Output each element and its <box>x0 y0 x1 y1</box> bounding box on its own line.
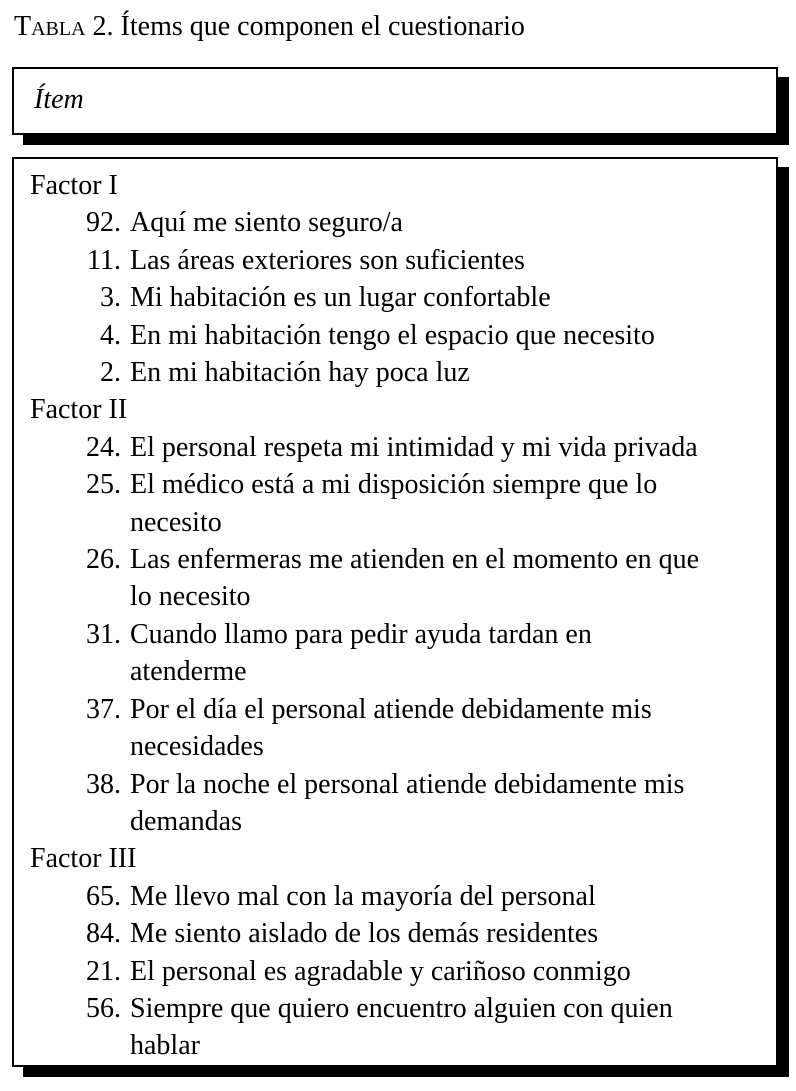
item-number: 26. <box>86 544 121 576</box>
item-line: Aquí me siento seguro/a <box>130 207 403 239</box>
item-line: Las enfermeras me atienden en el momento en que <box>130 544 700 576</box>
item-text <box>130 354 760 391</box>
item-line: El personal respeta mi intimidad y mi vida privada <box>130 431 698 463</box>
table-caption-label: Tabla <box>14 11 86 42</box>
item-line: Me siento aislado de los demás residentes <box>130 918 599 950</box>
item-line: necesito <box>130 506 222 538</box>
item-row <box>30 354 760 391</box>
item-text <box>130 691 760 766</box>
sections <box>30 167 760 1065</box>
item-row <box>30 429 760 466</box>
item-text <box>130 279 760 316</box>
item-line: El médico está a mi disposición siempre que lo <box>130 469 658 501</box>
item-header-label: Ítem <box>34 84 84 115</box>
item-row <box>30 953 760 990</box>
item-row <box>30 616 760 691</box>
item-row <box>30 878 760 915</box>
factor-heading: Factor I <box>30 170 118 201</box>
item-row <box>30 204 760 241</box>
item-text <box>130 915 760 952</box>
factor-heading: Factor II <box>30 394 128 426</box>
item-number: 24. <box>86 431 121 463</box>
item-line: hablar <box>130 1030 200 1062</box>
item-text <box>130 953 760 990</box>
item-number: 11. <box>87 244 121 276</box>
item-number: 38. <box>86 768 121 800</box>
factor-section <box>30 840 760 1064</box>
item-text <box>130 317 760 354</box>
item-line: Las áreas exteriores son suficientes <box>130 244 525 276</box>
questionnaire-items-box <box>12 157 778 1067</box>
table-caption <box>14 10 525 44</box>
item-line: Cuando llamo para pedir ayuda tardan en <box>130 618 592 650</box>
factor-heading: Factor III <box>30 843 137 875</box>
item-number: 56. <box>86 992 121 1024</box>
item-line: Por la noche el personal atiende debidamente mis <box>130 768 685 800</box>
table-caption-text: 2. Ítems que componen el cuestionario <box>92 11 525 42</box>
item-line: El personal es agradable y cariñoso conmigo <box>130 955 631 987</box>
item-text <box>130 204 760 241</box>
item-row <box>30 766 760 841</box>
item-row <box>30 990 760 1065</box>
item-number: 37. <box>86 693 121 725</box>
item-number: 3. <box>100 282 121 314</box>
item-text <box>130 766 760 841</box>
item-row <box>30 541 760 616</box>
item-line: Siempre que quiero encuentro alguien con quien <box>130 992 673 1024</box>
item-number: 21. <box>86 955 121 987</box>
item-number: 84. <box>86 918 121 950</box>
item-text <box>130 429 760 466</box>
item-line: Mi habitación es un lugar confortable <box>130 282 551 314</box>
item-number: 65. <box>86 880 121 912</box>
item-text <box>130 541 760 616</box>
item-line: atenderme <box>130 656 247 688</box>
item-text <box>130 466 760 541</box>
item-text <box>130 616 760 691</box>
item-number: 92. <box>86 207 121 239</box>
factor-section <box>30 391 760 840</box>
item-header-box <box>12 67 778 135</box>
item-row <box>30 242 760 279</box>
item-line: Me llevo mal con la mayoría del personal <box>130 880 596 912</box>
item-row <box>30 317 760 354</box>
item-row <box>30 279 760 316</box>
item-text <box>130 990 760 1065</box>
item-row <box>30 915 760 952</box>
item-line: En mi habitación tengo el espacio que necesito <box>130 319 655 351</box>
item-line: demandas <box>130 805 242 837</box>
factor-section <box>30 167 760 391</box>
item-number: 31. <box>86 618 121 650</box>
item-number: 25. <box>86 469 121 501</box>
item-line: En mi habitación hay poca luz <box>130 357 470 389</box>
item-number: 2. <box>100 357 121 389</box>
item-line: necesidades <box>130 731 264 763</box>
item-text <box>130 878 760 915</box>
item-line: Por el día el personal atiende debidamente mis <box>130 693 652 725</box>
item-row <box>30 691 760 766</box>
item-number: 4. <box>100 319 121 351</box>
item-text <box>130 242 760 279</box>
item-row <box>30 466 760 541</box>
item-line: lo necesito <box>130 581 251 613</box>
